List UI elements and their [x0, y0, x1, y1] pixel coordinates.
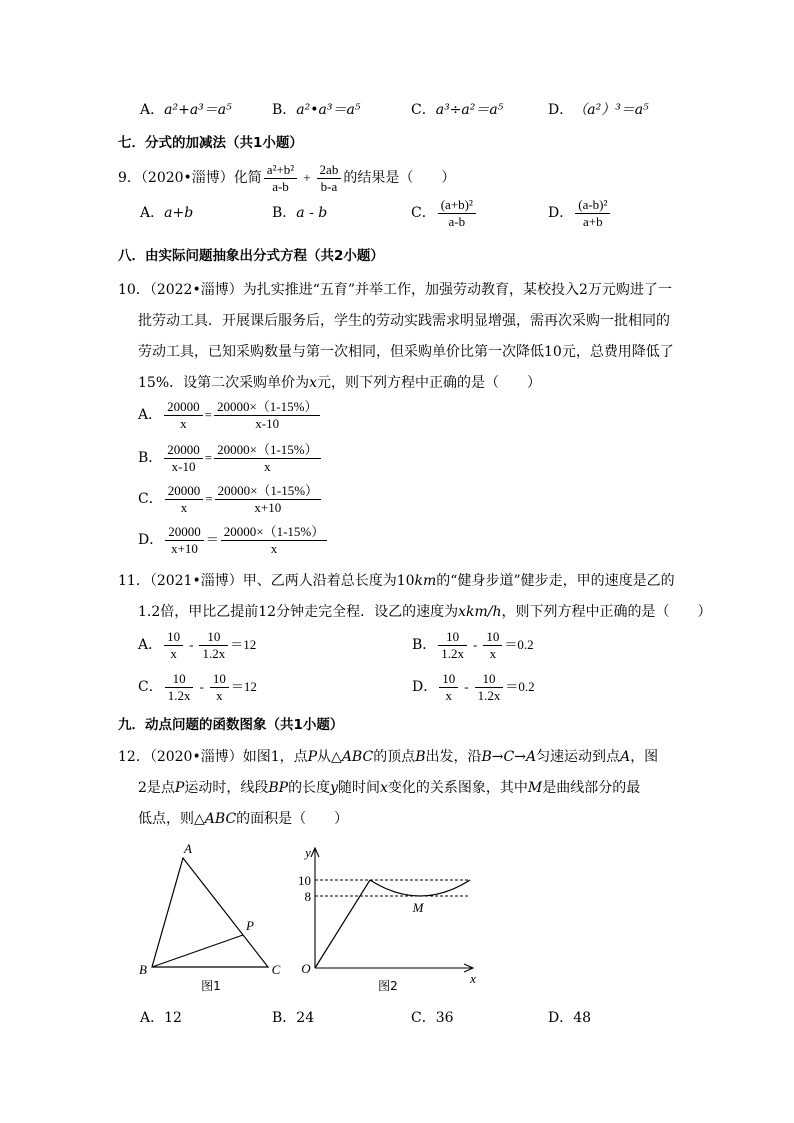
option-letter: D． [138, 532, 164, 548]
question-text: ，则下列方程中正确的是（ ） [501, 604, 712, 620]
fraction [210, 672, 229, 703]
question-12-line [118, 747, 658, 767]
question-9 [118, 163, 455, 193]
numerator: 20000×（1-15%） [214, 400, 321, 416]
q8-option-c [411, 100, 503, 120]
numerator: (a+b)² [438, 198, 476, 214]
fraction [215, 484, 322, 515]
denominator: x-10 [171, 458, 196, 474]
unit: km [414, 573, 437, 589]
triangle-abc [152, 858, 268, 967]
origin-label: O [301, 961, 311, 976]
question-text: 出发，沿 [425, 749, 482, 765]
question-text: 匀速运动到点 [536, 749, 621, 765]
equals-sign: = [204, 450, 213, 465]
denominator: 1.2x [441, 645, 465, 661]
question-12-line [138, 809, 348, 829]
numerator: (a-b)² [575, 198, 610, 214]
right-hand-side: ＝12 [230, 679, 257, 694]
option-expression: a+b [164, 205, 194, 221]
plus-sign: + [303, 170, 311, 185]
minus-sign: - [189, 637, 194, 652]
figure-2-graph [298, 845, 476, 993]
numerator: 20000×（1-15%） [221, 525, 328, 541]
option-letter: D． [412, 679, 438, 695]
q11-option-a [138, 630, 256, 660]
figure-1-caption: 图1 [201, 979, 221, 993]
q12-option-c [411, 1008, 454, 1028]
q11-option-c [138, 672, 257, 702]
section-heading-9: 九．动点问题的函数图象（共1小题） [118, 717, 344, 733]
fraction [214, 400, 321, 431]
option-letter: A． [140, 1010, 165, 1026]
numerator: 10 [164, 630, 183, 646]
denominator: x [170, 645, 177, 661]
q8-option-b [272, 100, 360, 120]
q10-option-d [138, 525, 329, 555]
right-hand-side: ＝12 [230, 637, 257, 652]
denominator: a+b [583, 213, 603, 229]
denominator: a-b [448, 213, 466, 229]
question-text: 的结果是（ ） [343, 170, 456, 186]
option-letter: D． [548, 205, 574, 221]
question-text: 9．（2020•淄博）化简 [118, 170, 262, 186]
numerator: 10 [199, 630, 228, 646]
numerator: 20000 [164, 443, 203, 459]
y-axis-label: y [305, 845, 311, 860]
option-letter: C． [411, 1010, 436, 1026]
fraction [164, 443, 203, 474]
section-heading-8: 八．由实际问题抽象出分式方程（共2小题） [118, 248, 384, 264]
minus-sign: - [199, 679, 204, 694]
fraction [164, 630, 183, 661]
option-letter: A． [140, 205, 165, 221]
option-letter: C． [411, 102, 436, 118]
equals-sign: ＝ [205, 532, 219, 547]
question-10-line [118, 280, 672, 300]
variable: x [309, 375, 318, 391]
option-letter: B． [138, 450, 163, 466]
minimum-point-label: M [412, 900, 424, 915]
option-expression: （a²）³＝a⁵ [573, 102, 649, 118]
numerator: 20000 [165, 525, 204, 541]
option-value: 48 [573, 1010, 592, 1026]
math-symbol: x [379, 780, 388, 796]
denominator: a-b [272, 178, 289, 194]
question-text: 15%．设第二次采购单价为 [138, 375, 310, 391]
q11-option-b [412, 630, 534, 660]
numerator: 10 [475, 672, 504, 688]
denominator: x [180, 499, 188, 515]
option-expression: a²+a³＝a⁵ [164, 102, 232, 118]
option-expression: a³÷a²＝a⁵ [435, 102, 504, 118]
math-symbol: B→C→A [481, 749, 537, 765]
option-letter: A． [138, 637, 163, 653]
question-text: 批劳动工具．开展课后服务后，学生的劳动实践需求明显增强，需再次采购一批相同的 [138, 313, 670, 329]
math-symbol: ABC [341, 749, 374, 765]
numerator: 20000 [165, 484, 204, 500]
math-symbol: M [527, 780, 543, 796]
question-text: 的面积是（ ） [236, 811, 349, 827]
question-text: 从△ [317, 749, 342, 765]
denominator: x-10 [255, 415, 280, 431]
option-value: 24 [296, 1010, 315, 1026]
question-text: ，图 [630, 749, 659, 765]
unit: xkm/h [458, 604, 502, 620]
math-symbol: A [620, 749, 631, 765]
question-text: 运动时，线段 [184, 780, 269, 796]
fraction [264, 163, 297, 194]
question-text: 劳动工具，已知采购数量与第一次相同，但采购单价比第一次降低10元，总费用降低了 [138, 344, 674, 360]
option-letter: B． [412, 637, 437, 653]
q9-option-b [272, 198, 327, 228]
question-10-line [138, 342, 674, 362]
fraction [475, 672, 504, 703]
minus-sign: - [464, 679, 469, 694]
q10-option-b [138, 443, 323, 473]
q10-option-a [138, 400, 322, 430]
fraction [199, 630, 228, 661]
math-symbol: P [174, 780, 185, 796]
numerator: 2ab [317, 163, 342, 179]
q9-option-c [411, 198, 478, 228]
fraction [164, 400, 203, 431]
numerator: a²+b² [264, 163, 297, 179]
vertex-label-a: A [184, 841, 192, 856]
question-text: 变化的关系图象，其中 [387, 780, 528, 796]
denominator: 1.2x [202, 645, 226, 661]
numerator: 20000 [164, 400, 203, 416]
q12-figures [130, 840, 490, 1005]
numerator: 10 [483, 630, 502, 646]
option-value: 36 [435, 1010, 454, 1026]
option-letter: A． [138, 407, 163, 423]
figure-2-caption: 图2 [378, 979, 398, 993]
q12-option-d [548, 1008, 591, 1028]
question-10-line [138, 311, 670, 331]
minus-sign: - [473, 637, 478, 652]
denominator: x [216, 687, 223, 703]
math-symbol: ABC [204, 811, 237, 827]
q9-option-a [140, 198, 193, 228]
point-label-p: P [246, 918, 254, 933]
denominator: x [489, 645, 497, 661]
fraction [575, 198, 610, 229]
right-hand-side: ＝0.2 [505, 679, 535, 694]
denominator: x [264, 458, 271, 474]
fraction [214, 443, 321, 474]
question-text: 元，则下列方程中正确的是（ ） [317, 375, 542, 391]
option-expression: a²•a³＝a⁵ [296, 102, 361, 118]
x-axis-label: x [470, 971, 476, 986]
question-11-line [138, 602, 711, 622]
fraction [165, 672, 194, 703]
segment-bp [152, 935, 243, 967]
fraction [165, 484, 204, 515]
numerator: 10 [439, 672, 458, 688]
question-text: 是曲线部分的最 [542, 780, 641, 796]
option-letter: B． [272, 102, 297, 118]
numerator: 20000×（1-15%） [215, 484, 322, 500]
math-symbol: BP [268, 780, 289, 796]
denominator: x+10 [254, 499, 282, 515]
tick-label-10: 10 [298, 873, 311, 888]
question-text: 的长度 [288, 780, 331, 796]
denominator: x+10 [171, 540, 198, 556]
equals-sign: = [204, 407, 212, 422]
math-symbol: y [330, 780, 338, 796]
option-letter: B． [272, 205, 297, 221]
option-letter: D． [548, 1010, 574, 1026]
option-letter: B． [272, 1010, 297, 1026]
question-12-line [138, 778, 640, 798]
question-text: 2是点 [138, 780, 175, 796]
numerator: 10 [438, 630, 467, 646]
section-heading-7: 七．分式的加减法（共1小题） [118, 135, 303, 151]
numerator: 10 [165, 672, 194, 688]
vertex-label-c: C [271, 962, 281, 977]
option-letter: A． [140, 102, 165, 118]
tick-label-8: 8 [304, 889, 311, 904]
q11-option-d [412, 672, 535, 702]
denominator: x [445, 687, 452, 703]
vertex-label-b: B [139, 962, 147, 977]
fraction [438, 630, 467, 661]
q8-option-a [140, 100, 232, 120]
equals-sign: = [205, 491, 213, 506]
option-expression: a - b [296, 205, 328, 221]
question-text: 10．（2022•淄博）为扎实推进“五育”并举工作，加强劳动教育，某校投入2万元购进了一 [118, 282, 672, 298]
question-10-line [138, 373, 541, 393]
fraction [221, 525, 328, 556]
question-text: 的顶点 [373, 749, 416, 765]
denominator: x [270, 540, 278, 556]
fraction [439, 672, 458, 703]
right-hand-side: ＝0.2 [504, 637, 534, 652]
question-text: 随时间 [337, 780, 380, 796]
option-letter: D． [548, 102, 574, 118]
question-text: 1.2倍，甲比乙提前12分钟走完全程．设乙的速度为 [138, 604, 459, 620]
denominator: b-a [320, 178, 338, 194]
numerator: 10 [210, 672, 229, 688]
denominator: 1.2x [167, 687, 191, 703]
math-symbol: P [307, 749, 318, 765]
q8-option-d [548, 100, 649, 120]
fraction [438, 198, 476, 229]
q12-option-b [272, 1008, 314, 1028]
option-letter: C． [138, 491, 163, 507]
q10-option-c [138, 484, 323, 514]
graph-curve-segment [370, 880, 470, 896]
fraction [317, 163, 342, 194]
graph-linear-segment [315, 880, 370, 968]
denominator: 1.2x [477, 687, 501, 703]
math-symbol: B [415, 749, 426, 765]
figure-1-triangle [139, 841, 281, 993]
question-text: 低点，则△ [138, 811, 205, 827]
q12-option-a [140, 1008, 182, 1028]
fraction [165, 525, 204, 556]
q9-option-d [548, 198, 612, 228]
numerator: 20000×（1-15%） [214, 443, 321, 459]
option-letter: C． [138, 679, 163, 695]
fraction [483, 630, 502, 661]
question-text: 11．（2021•淄博）甲、乙两人沿着总长度为10 [118, 573, 415, 589]
option-letter: C． [411, 205, 436, 221]
question-text: 12．（2020•淄博）如图1，点 [118, 749, 308, 765]
question-text: 的“健身步道”健步走，甲的速度是乙的 [436, 573, 675, 589]
option-value: 12 [164, 1010, 182, 1026]
denominator: x [180, 415, 187, 431]
question-11-line [118, 571, 675, 591]
